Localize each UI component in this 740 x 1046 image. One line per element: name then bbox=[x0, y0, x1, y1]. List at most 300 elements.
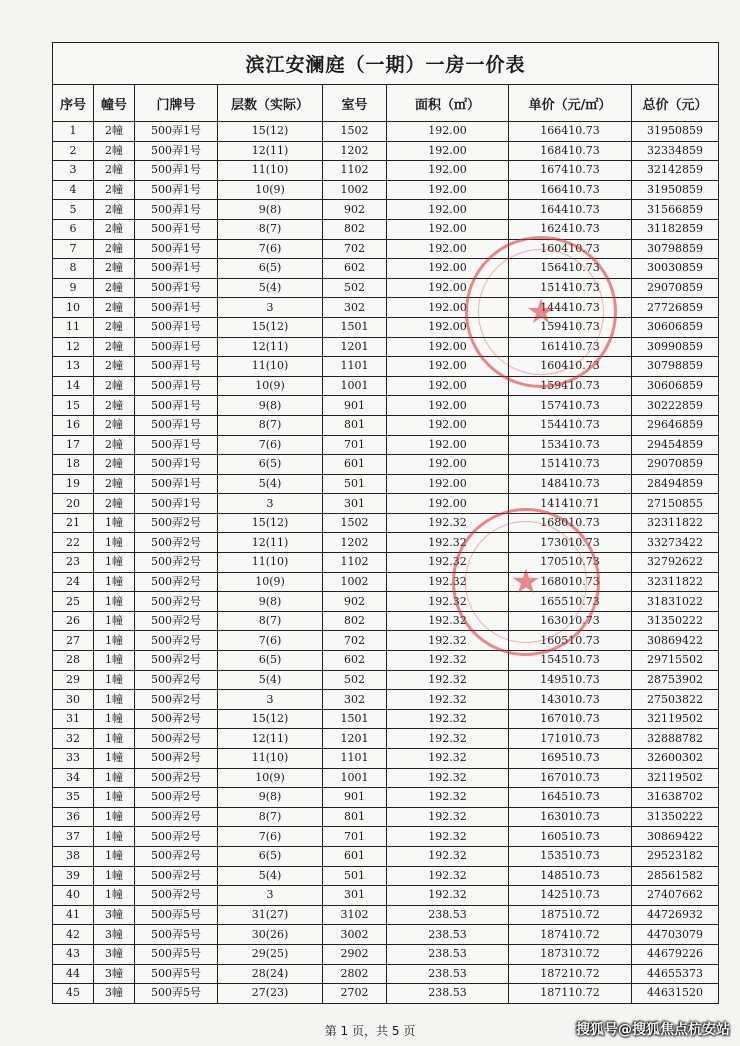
cell-total-price: 27726859 bbox=[632, 298, 719, 318]
cell-address: 500弄1号 bbox=[135, 278, 218, 298]
page-footer: 第 1 页，共 5 页 bbox=[324, 1024, 416, 1038]
cell-total-price: 44703079 bbox=[632, 925, 719, 945]
cell-seq: 5 bbox=[53, 200, 94, 220]
cell-building: 2幢 bbox=[94, 298, 135, 318]
col-header-total-price: 总价（元） bbox=[632, 85, 719, 122]
cell-floor: 8(7) bbox=[218, 415, 323, 435]
cell-room: 3102 bbox=[323, 905, 387, 925]
cell-room: 302 bbox=[323, 298, 387, 318]
price-table bbox=[52, 42, 719, 1004]
cell-room: 2702 bbox=[323, 984, 387, 1004]
cell-room: 802 bbox=[323, 219, 387, 239]
cell-seq: 17 bbox=[53, 435, 94, 455]
cell-floor: 10(9) bbox=[218, 180, 323, 200]
cell-unit-price: 143010.73 bbox=[509, 690, 632, 710]
cell-seq: 24 bbox=[53, 572, 94, 592]
cell-floor: 5(4) bbox=[218, 670, 323, 690]
cell-seq: 40 bbox=[53, 886, 94, 906]
cell-total-price: 44655373 bbox=[632, 964, 719, 984]
cell-seq: 42 bbox=[53, 925, 94, 945]
cell-floor: 3 bbox=[218, 494, 323, 514]
table-row bbox=[53, 474, 719, 494]
cell-building: 1幢 bbox=[94, 513, 135, 533]
cell-room: 301 bbox=[323, 494, 387, 514]
table-row bbox=[53, 572, 719, 592]
official-seal-stamp: ★ bbox=[465, 236, 617, 388]
cell-seq: 15 bbox=[53, 396, 94, 416]
cell-area: 192.00 bbox=[387, 239, 509, 259]
cell-total-price: 32334859 bbox=[632, 141, 719, 161]
cell-floor: 8(7) bbox=[218, 219, 323, 239]
cell-room: 701 bbox=[323, 827, 387, 847]
cell-address: 500弄1号 bbox=[135, 376, 218, 396]
cell-total-price: 31350222 bbox=[632, 807, 719, 827]
cell-room: 1501 bbox=[323, 709, 387, 729]
cell-address: 500弄5号 bbox=[135, 944, 218, 964]
cell-area: 192.32 bbox=[387, 729, 509, 749]
cell-building: 3幢 bbox=[94, 905, 135, 925]
cell-floor: 9(8) bbox=[218, 788, 323, 808]
cell-total-price: 44679226 bbox=[632, 944, 719, 964]
cell-floor: 5(4) bbox=[218, 866, 323, 886]
cell-floor: 5(4) bbox=[218, 474, 323, 494]
cell-building: 1幢 bbox=[94, 729, 135, 749]
cell-area: 192.00 bbox=[387, 180, 509, 200]
cell-total-price: 31350222 bbox=[632, 611, 719, 631]
cell-room: 302 bbox=[323, 690, 387, 710]
cell-total-price: 29070859 bbox=[632, 278, 719, 298]
cell-seq: 10 bbox=[53, 298, 94, 318]
cell-area: 192.00 bbox=[387, 161, 509, 181]
cell-building: 1幢 bbox=[94, 768, 135, 788]
cell-unit-price: 165510.73 bbox=[509, 592, 632, 612]
cell-total-price: 31831022 bbox=[632, 592, 719, 612]
cell-unit-price: 159410.73 bbox=[509, 376, 632, 396]
cell-area: 192.00 bbox=[387, 455, 509, 475]
cell-seq: 37 bbox=[53, 827, 94, 847]
cell-room: 801 bbox=[323, 415, 387, 435]
table-body bbox=[53, 122, 719, 1004]
cell-seq: 28 bbox=[53, 651, 94, 671]
cell-total-price: 32119502 bbox=[632, 768, 719, 788]
cell-building: 1幢 bbox=[94, 651, 135, 671]
cell-total-price: 31638702 bbox=[632, 788, 719, 808]
cell-area: 192.32 bbox=[387, 553, 509, 573]
cell-area: 192.00 bbox=[387, 317, 509, 337]
table-row bbox=[53, 690, 719, 710]
table-row bbox=[53, 827, 719, 847]
cell-building: 1幢 bbox=[94, 709, 135, 729]
cell-floor: 10(9) bbox=[218, 768, 323, 788]
table-row bbox=[53, 807, 719, 827]
cell-room: 602 bbox=[323, 651, 387, 671]
cell-seq: 26 bbox=[53, 611, 94, 631]
cell-address: 500弄1号 bbox=[135, 415, 218, 435]
cell-room: 1101 bbox=[323, 357, 387, 377]
cell-unit-price: 173010.73 bbox=[509, 533, 632, 553]
cell-floor: 7(6) bbox=[218, 631, 323, 651]
cell-address: 500弄5号 bbox=[135, 925, 218, 945]
cell-building: 2幢 bbox=[94, 219, 135, 239]
table-row bbox=[53, 846, 719, 866]
cell-area: 192.32 bbox=[387, 846, 509, 866]
cell-unit-price: 153410.73 bbox=[509, 435, 632, 455]
cell-room: 1502 bbox=[323, 122, 387, 142]
cell-area: 192.00 bbox=[387, 200, 509, 220]
cell-total-price: 32792622 bbox=[632, 553, 719, 573]
cell-area: 192.00 bbox=[387, 415, 509, 435]
cell-total-price: 29454859 bbox=[632, 435, 719, 455]
cell-building: 2幢 bbox=[94, 278, 135, 298]
cell-seq: 36 bbox=[53, 807, 94, 827]
cell-address: 500弄2号 bbox=[135, 807, 218, 827]
cell-area: 238.53 bbox=[387, 925, 509, 945]
table-row bbox=[53, 357, 719, 377]
cell-unit-price: 159410.73 bbox=[509, 317, 632, 337]
cell-total-price: 29646859 bbox=[632, 415, 719, 435]
cell-room: 902 bbox=[323, 200, 387, 220]
cell-unit-price: 166410.73 bbox=[509, 180, 632, 200]
cell-unit-price: 167010.73 bbox=[509, 709, 632, 729]
cell-area: 192.00 bbox=[387, 474, 509, 494]
cell-address: 500弄2号 bbox=[135, 572, 218, 592]
cell-unit-price: 164510.73 bbox=[509, 788, 632, 808]
table-row bbox=[53, 944, 719, 964]
cell-building: 2幢 bbox=[94, 337, 135, 357]
cell-unit-price: 141410.71 bbox=[509, 494, 632, 514]
cell-total-price: 32600302 bbox=[632, 749, 719, 769]
cell-building: 2幢 bbox=[94, 180, 135, 200]
cell-address: 500弄2号 bbox=[135, 768, 218, 788]
cell-address: 500弄2号 bbox=[135, 533, 218, 553]
table-row bbox=[53, 709, 719, 729]
table-row bbox=[53, 651, 719, 671]
cell-unit-price: 156410.73 bbox=[509, 259, 632, 279]
cell-seq: 13 bbox=[53, 357, 94, 377]
cell-address: 500弄1号 bbox=[135, 161, 218, 181]
table-row bbox=[53, 219, 719, 239]
cell-address: 500弄2号 bbox=[135, 788, 218, 808]
cell-floor: 3 bbox=[218, 886, 323, 906]
cell-area: 192.00 bbox=[387, 298, 509, 318]
col-header-room: 室号 bbox=[323, 85, 387, 122]
cell-building: 3幢 bbox=[94, 944, 135, 964]
cell-building: 1幢 bbox=[94, 631, 135, 651]
cell-building: 2幢 bbox=[94, 200, 135, 220]
cell-unit-price: 187110.72 bbox=[509, 984, 632, 1004]
cell-address: 500弄1号 bbox=[135, 396, 218, 416]
cell-seq: 21 bbox=[53, 513, 94, 533]
cell-seq: 41 bbox=[53, 905, 94, 925]
table-row bbox=[53, 749, 719, 769]
cell-total-price: 30606859 bbox=[632, 376, 719, 396]
cell-area: 192.32 bbox=[387, 631, 509, 651]
cell-unit-price: 160410.73 bbox=[509, 239, 632, 259]
cell-building: 2幢 bbox=[94, 259, 135, 279]
cell-room: 1101 bbox=[323, 749, 387, 769]
cell-address: 500弄2号 bbox=[135, 749, 218, 769]
cell-seq: 20 bbox=[53, 494, 94, 514]
cell-building: 1幢 bbox=[94, 807, 135, 827]
cell-building: 2幢 bbox=[94, 435, 135, 455]
cell-total-price: 27503822 bbox=[632, 690, 719, 710]
cell-area: 192.00 bbox=[387, 357, 509, 377]
cell-room: 601 bbox=[323, 455, 387, 475]
table-row bbox=[53, 161, 719, 181]
cell-room: 1102 bbox=[323, 553, 387, 573]
cell-seq: 18 bbox=[53, 455, 94, 475]
cell-seq: 39 bbox=[53, 866, 94, 886]
cell-unit-price: 171010.73 bbox=[509, 729, 632, 749]
cell-unit-price: 161410.73 bbox=[509, 337, 632, 357]
cell-floor: 11(10) bbox=[218, 553, 323, 573]
table-row bbox=[53, 278, 719, 298]
cell-floor: 12(11) bbox=[218, 533, 323, 553]
cell-unit-price: 168010.73 bbox=[509, 572, 632, 592]
cell-room: 1001 bbox=[323, 376, 387, 396]
cell-address: 500弄2号 bbox=[135, 846, 218, 866]
table-row bbox=[53, 122, 719, 142]
cell-area: 238.53 bbox=[387, 944, 509, 964]
cell-building: 2幢 bbox=[94, 122, 135, 142]
cell-area: 192.32 bbox=[387, 572, 509, 592]
cell-unit-price: 168410.73 bbox=[509, 141, 632, 161]
cell-floor: 6(5) bbox=[218, 651, 323, 671]
cell-building: 3幢 bbox=[94, 964, 135, 984]
cell-total-price: 30869422 bbox=[632, 827, 719, 847]
cell-seq: 35 bbox=[53, 788, 94, 808]
cell-area: 192.00 bbox=[387, 376, 509, 396]
cell-unit-price: 167010.73 bbox=[509, 768, 632, 788]
table-row bbox=[53, 435, 719, 455]
table-row bbox=[53, 768, 719, 788]
cell-building: 1幢 bbox=[94, 886, 135, 906]
cell-building: 1幢 bbox=[94, 827, 135, 847]
cell-area: 192.00 bbox=[387, 396, 509, 416]
cell-address: 500弄2号 bbox=[135, 866, 218, 886]
cell-address: 500弄1号 bbox=[135, 357, 218, 377]
cell-area: 192.00 bbox=[387, 337, 509, 357]
cell-unit-price: 149510.73 bbox=[509, 670, 632, 690]
cell-floor: 7(6) bbox=[218, 435, 323, 455]
cell-room: 1502 bbox=[323, 513, 387, 533]
cell-floor: 7(6) bbox=[218, 827, 323, 847]
table-row bbox=[53, 337, 719, 357]
cell-building: 1幢 bbox=[94, 788, 135, 808]
table-row bbox=[53, 984, 719, 1004]
cell-room: 1102 bbox=[323, 161, 387, 181]
price-table-sheet bbox=[52, 42, 718, 1004]
col-header-building: 幢号 bbox=[94, 85, 135, 122]
cell-building: 2幢 bbox=[94, 141, 135, 161]
cell-floor: 27(23) bbox=[218, 984, 323, 1004]
cell-unit-price: 160510.73 bbox=[509, 827, 632, 847]
cell-address: 500弄1号 bbox=[135, 219, 218, 239]
cell-address: 500弄1号 bbox=[135, 122, 218, 142]
cell-unit-price: 142510.73 bbox=[509, 886, 632, 906]
table-row bbox=[53, 611, 719, 631]
table-row bbox=[53, 259, 719, 279]
cell-room: 902 bbox=[323, 592, 387, 612]
cell-area: 192.00 bbox=[387, 259, 509, 279]
cell-seq: 19 bbox=[53, 474, 94, 494]
cell-seq: 33 bbox=[53, 749, 94, 769]
col-header-floor: 层数（实际） bbox=[218, 85, 323, 122]
cell-address: 500弄1号 bbox=[135, 239, 218, 259]
table-row bbox=[53, 396, 719, 416]
cell-unit-price: 144410.73 bbox=[509, 298, 632, 318]
cell-address: 500弄1号 bbox=[135, 455, 218, 475]
cell-floor: 15(12) bbox=[218, 317, 323, 337]
cell-floor: 31(27) bbox=[218, 905, 323, 925]
cell-total-price: 44631520 bbox=[632, 984, 719, 1004]
cell-building: 1幢 bbox=[94, 670, 135, 690]
cell-unit-price: 148510.73 bbox=[509, 866, 632, 886]
cell-building: 2幢 bbox=[94, 357, 135, 377]
cell-unit-price: 166410.73 bbox=[509, 122, 632, 142]
cell-building: 1幢 bbox=[94, 749, 135, 769]
cell-building: 2幢 bbox=[94, 474, 135, 494]
cell-floor: 12(11) bbox=[218, 141, 323, 161]
cell-unit-price: 170510.73 bbox=[509, 553, 632, 573]
cell-total-price: 32142859 bbox=[632, 161, 719, 181]
cell-total-price: 30606859 bbox=[632, 317, 719, 337]
cell-room: 802 bbox=[323, 611, 387, 631]
cell-total-price: 28753902 bbox=[632, 670, 719, 690]
cell-floor: 15(12) bbox=[218, 122, 323, 142]
cell-area: 192.32 bbox=[387, 749, 509, 769]
cell-floor: 15(12) bbox=[218, 513, 323, 533]
cell-room: 1002 bbox=[323, 180, 387, 200]
cell-seq: 32 bbox=[53, 729, 94, 749]
cell-floor: 3 bbox=[218, 298, 323, 318]
cell-seq: 38 bbox=[53, 846, 94, 866]
cell-seq: 23 bbox=[53, 553, 94, 573]
cell-total-price: 30990859 bbox=[632, 337, 719, 357]
cell-seq: 9 bbox=[53, 278, 94, 298]
cell-unit-price: 169510.73 bbox=[509, 749, 632, 769]
col-header-address: 门牌号 bbox=[135, 85, 218, 122]
cell-total-price: 31182859 bbox=[632, 219, 719, 239]
cell-area: 192.32 bbox=[387, 670, 509, 690]
cell-total-price: 44726932 bbox=[632, 905, 719, 925]
cell-area: 192.32 bbox=[387, 807, 509, 827]
cell-total-price: 30030859 bbox=[632, 259, 719, 279]
cell-room: 3002 bbox=[323, 925, 387, 945]
cell-unit-price: 187210.72 bbox=[509, 964, 632, 984]
watermark: 搜狐号@搜狐焦点杭安站 bbox=[576, 1022, 730, 1038]
cell-seq: 6 bbox=[53, 219, 94, 239]
cell-address: 500弄5号 bbox=[135, 905, 218, 925]
table-row bbox=[53, 415, 719, 435]
cell-floor: 29(25) bbox=[218, 944, 323, 964]
cell-total-price: 28561582 bbox=[632, 866, 719, 886]
cell-total-price: 30869422 bbox=[632, 631, 719, 651]
cell-building: 1幢 bbox=[94, 592, 135, 612]
cell-room: 702 bbox=[323, 631, 387, 651]
cell-seq: 12 bbox=[53, 337, 94, 357]
cell-address: 500弄1号 bbox=[135, 317, 218, 337]
cell-building: 2幢 bbox=[94, 161, 135, 181]
table-row bbox=[53, 494, 719, 514]
cell-area: 192.32 bbox=[387, 690, 509, 710]
cell-total-price: 32119502 bbox=[632, 709, 719, 729]
cell-room: 901 bbox=[323, 396, 387, 416]
cell-area: 192.00 bbox=[387, 494, 509, 514]
cell-building: 1幢 bbox=[94, 690, 135, 710]
cell-unit-price: 154510.73 bbox=[509, 651, 632, 671]
table-row bbox=[53, 866, 719, 886]
cell-room: 1002 bbox=[323, 572, 387, 592]
table-row bbox=[53, 886, 719, 906]
cell-total-price: 30798859 bbox=[632, 357, 719, 377]
cell-unit-price: 151410.73 bbox=[509, 455, 632, 475]
cell-address: 500弄1号 bbox=[135, 474, 218, 494]
cell-room: 1201 bbox=[323, 337, 387, 357]
cell-total-price: 31950859 bbox=[632, 180, 719, 200]
cell-address: 500弄2号 bbox=[135, 611, 218, 631]
cell-address: 500弄2号 bbox=[135, 729, 218, 749]
table-row bbox=[53, 455, 719, 475]
cell-building: 2幢 bbox=[94, 494, 135, 514]
cell-building: 2幢 bbox=[94, 396, 135, 416]
table-row bbox=[53, 670, 719, 690]
cell-address: 500弄5号 bbox=[135, 964, 218, 984]
cell-floor: 12(11) bbox=[218, 337, 323, 357]
cell-area: 192.32 bbox=[387, 611, 509, 631]
cell-total-price: 30222859 bbox=[632, 396, 719, 416]
cell-address: 500弄2号 bbox=[135, 827, 218, 847]
cell-floor: 10(9) bbox=[218, 572, 323, 592]
cell-building: 3幢 bbox=[94, 984, 135, 1004]
cell-unit-price: 187410.72 bbox=[509, 925, 632, 945]
cell-seq: 3 bbox=[53, 161, 94, 181]
cell-seq: 31 bbox=[53, 709, 94, 729]
cell-total-price: 27407662 bbox=[632, 886, 719, 906]
header-row bbox=[53, 85, 719, 122]
cell-area: 192.32 bbox=[387, 866, 509, 886]
cell-building: 2幢 bbox=[94, 317, 135, 337]
table-row bbox=[53, 729, 719, 749]
table-row bbox=[53, 533, 719, 553]
cell-building: 1幢 bbox=[94, 553, 135, 573]
cell-total-price: 27150855 bbox=[632, 494, 719, 514]
cell-area: 192.32 bbox=[387, 709, 509, 729]
table-row bbox=[53, 200, 719, 220]
table-row bbox=[53, 317, 719, 337]
cell-total-price: 32888782 bbox=[632, 729, 719, 749]
cell-room: 501 bbox=[323, 474, 387, 494]
cell-address: 500弄1号 bbox=[135, 298, 218, 318]
table-row bbox=[53, 239, 719, 259]
cell-room: 2902 bbox=[323, 944, 387, 964]
cell-total-price: 32311822 bbox=[632, 572, 719, 592]
cell-building: 1幢 bbox=[94, 611, 135, 631]
cell-floor: 6(5) bbox=[218, 259, 323, 279]
cell-room: 1201 bbox=[323, 729, 387, 749]
cell-seq: 22 bbox=[53, 533, 94, 553]
cell-floor: 9(8) bbox=[218, 592, 323, 612]
cell-floor: 9(8) bbox=[218, 396, 323, 416]
cell-floor: 30(26) bbox=[218, 925, 323, 945]
cell-seq: 29 bbox=[53, 670, 94, 690]
cell-unit-price: 187310.72 bbox=[509, 944, 632, 964]
cell-room: 702 bbox=[323, 239, 387, 259]
cell-address: 500弄1号 bbox=[135, 200, 218, 220]
cell-address: 500弄1号 bbox=[135, 435, 218, 455]
cell-area: 192.00 bbox=[387, 141, 509, 161]
table-row bbox=[53, 376, 719, 396]
